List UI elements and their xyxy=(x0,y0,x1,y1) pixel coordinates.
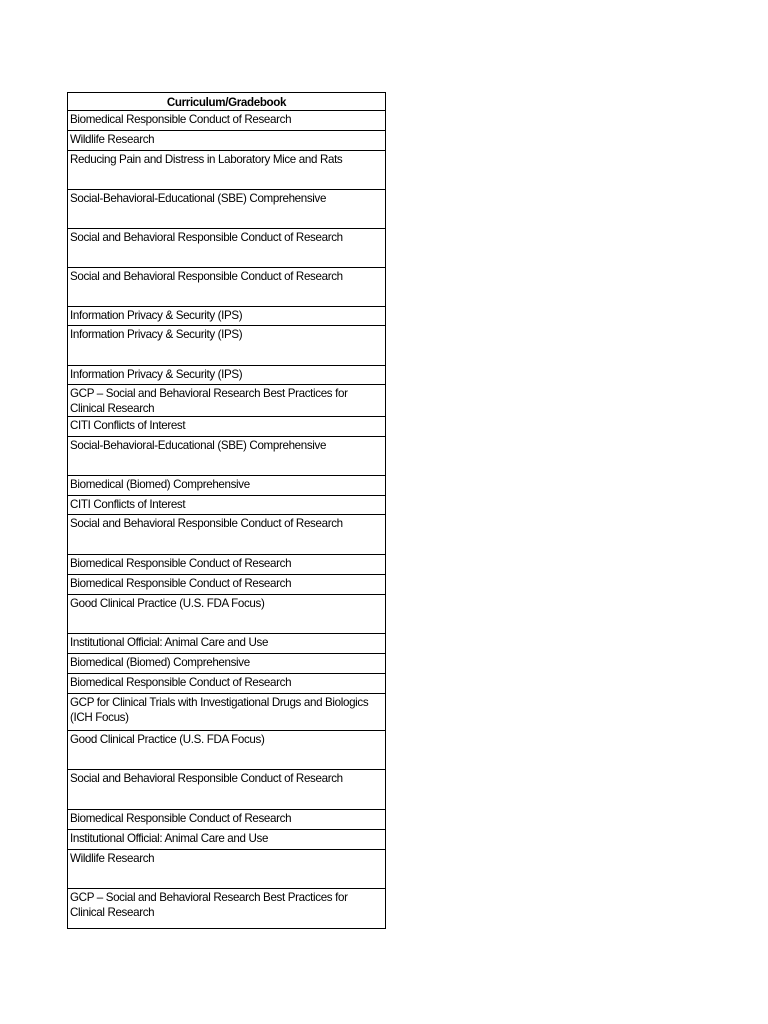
table-cell: Good Clinical Practice (U.S. FDA Focus) xyxy=(68,731,386,770)
table-row xyxy=(68,326,386,366)
table-row xyxy=(68,830,386,850)
table-row xyxy=(68,810,386,830)
table-row xyxy=(68,555,386,575)
table-cell: Biomedical (Biomed) Comprehensive xyxy=(68,654,386,674)
table-row xyxy=(68,151,386,190)
table-cell: Social-Behavioral-Educational (SBE) Comprehensive xyxy=(68,437,386,476)
table-row xyxy=(68,634,386,654)
table-row xyxy=(68,674,386,694)
table-row xyxy=(68,366,386,385)
table-cell: Social and Behavioral Responsible Conduct of Research xyxy=(68,515,386,555)
table-cell: Biomedical Responsible Conduct of Research xyxy=(68,674,386,694)
table-cell: Social and Behavioral Responsible Conduct of Research xyxy=(68,770,386,810)
table-row xyxy=(68,770,386,810)
table-cell: Social-Behavioral-Educational (SBE) Comprehensive xyxy=(68,190,386,229)
column-header-curriculum: Curriculum/Gradebook xyxy=(68,93,386,111)
table-cell: GCP – Social and Behavioral Research Best Practices for Clinical Research xyxy=(68,889,386,929)
spreadsheet-table-container xyxy=(67,92,386,929)
table-cell: Social and Behavioral Responsible Conduct of Research xyxy=(68,268,386,307)
curriculum-table xyxy=(67,92,386,929)
table-row xyxy=(68,437,386,476)
table-row xyxy=(68,731,386,770)
header-row xyxy=(68,93,386,111)
table-cell: Institutional Official: Animal Care and Use xyxy=(68,634,386,654)
table-cell: Biomedical Responsible Conduct of Research xyxy=(68,575,386,595)
table-row xyxy=(68,654,386,674)
table-row xyxy=(68,268,386,307)
table-row xyxy=(68,131,386,151)
table-row xyxy=(68,417,386,437)
table-cell: Institutional Official: Animal Care and Use xyxy=(68,830,386,850)
table-row xyxy=(68,694,386,731)
table-cell: Reducing Pain and Distress in Laboratory Mice and Rats xyxy=(68,151,386,190)
table-row xyxy=(68,307,386,326)
table-cell: CITI Conflicts of Interest xyxy=(68,417,386,437)
table-row xyxy=(68,850,386,889)
table-row xyxy=(68,229,386,268)
table-row xyxy=(68,385,386,417)
table-cell: Good Clinical Practice (U.S. FDA Focus) xyxy=(68,595,386,634)
table-cell: Information Privacy & Security (IPS) xyxy=(68,326,386,366)
table-row xyxy=(68,111,386,131)
table-row xyxy=(68,496,386,515)
table-row xyxy=(68,476,386,496)
table-cell: Wildlife Research xyxy=(68,850,386,889)
table-cell: GCP for Clinical Trials with Investigational Drugs and Biologics (ICH Focus) xyxy=(68,694,386,731)
table-row xyxy=(68,190,386,229)
table-cell: Social and Behavioral Responsible Conduct of Research xyxy=(68,229,386,268)
table-cell: Biomedical Responsible Conduct of Research xyxy=(68,555,386,575)
table-row xyxy=(68,889,386,929)
table-cell: Biomedical Responsible Conduct of Research xyxy=(68,111,386,131)
table-cell: Information Privacy & Security (IPS) xyxy=(68,307,386,326)
table-row xyxy=(68,595,386,634)
table-row xyxy=(68,515,386,555)
table-cell: GCP – Social and Behavioral Research Best Practices for Clinical Research xyxy=(68,385,386,417)
table-cell: Biomedical Responsible Conduct of Research xyxy=(68,810,386,830)
table-cell: CITI Conflicts of Interest xyxy=(68,496,386,515)
table-cell: Information Privacy & Security (IPS) xyxy=(68,366,386,385)
table-row xyxy=(68,575,386,595)
table-cell: Biomedical (Biomed) Comprehensive xyxy=(68,476,386,496)
table-cell: Wildlife Research xyxy=(68,131,386,151)
